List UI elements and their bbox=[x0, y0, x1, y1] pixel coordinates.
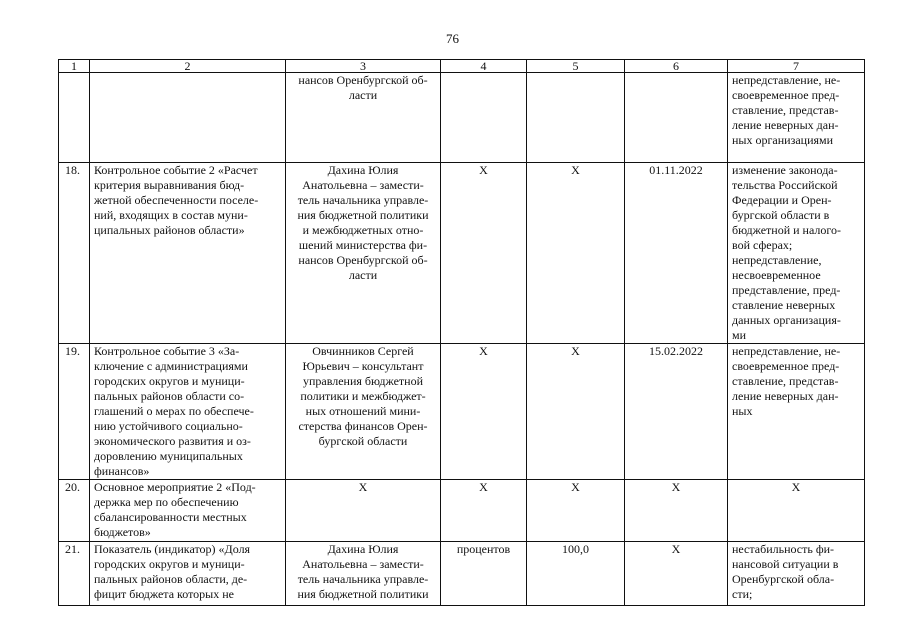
column-number-row bbox=[59, 60, 865, 73]
row-description: Показатель (индикатор) «Доля городских округов и муници- пальных районов области, де- фицит бюджета которых не bbox=[90, 542, 286, 606]
row-description bbox=[90, 73, 286, 163]
row-risks: изменение законода- тельства Российской Федерации и Орен- бургской области в бюджетной и налого- вой сферах; непредставление, несвоевременное представление, пред- ставление неверных данных организация- ми bbox=[728, 163, 865, 344]
row-risks: нестабильность фи- нансовой ситуации в Оренбургской обла- сти; bbox=[728, 542, 865, 606]
table-row bbox=[59, 163, 865, 344]
table-row bbox=[59, 480, 865, 542]
row-number: 19. bbox=[59, 344, 90, 480]
row-description: Основное мероприятие 2 «Под- держка мер по обеспечению сбалансированности местных бюджетов» bbox=[90, 480, 286, 542]
row-risks: Х bbox=[728, 480, 865, 542]
row-date: Х bbox=[625, 480, 728, 542]
row-responsible: нансов Оренбургской об- ласти bbox=[286, 73, 441, 163]
row-unit: Х bbox=[441, 163, 527, 344]
table-row bbox=[59, 344, 865, 480]
row-number: 18. bbox=[59, 163, 90, 344]
column-number: 6 bbox=[625, 60, 728, 73]
row-date: 15.02.2022 bbox=[625, 344, 728, 480]
row-value: Х bbox=[527, 480, 625, 542]
row-date: 01.11.2022 bbox=[625, 163, 728, 344]
page-number: 76 bbox=[446, 31, 459, 46]
row-value: 100,0 bbox=[527, 542, 625, 606]
row-risks: непредставление, не- своевременное пред- ставление, представ- ление неверных дан- ных организациями bbox=[728, 73, 865, 163]
row-unit: процентов bbox=[441, 542, 527, 606]
row-number: 20. bbox=[59, 480, 90, 542]
row-value: Х bbox=[527, 344, 625, 480]
row-unit: Х bbox=[441, 480, 527, 542]
row-responsible: Дахина Юлия Анатольевна – замести- тель начальника управле- ния бюджетной политики и межбюджетных отно- шений министерства фи- нансов Оренбургской об- ласти bbox=[286, 163, 441, 344]
column-number: 4 bbox=[441, 60, 527, 73]
row-unit: Х bbox=[441, 344, 527, 480]
row-date bbox=[625, 73, 728, 163]
column-number: 1 bbox=[59, 60, 90, 73]
row-value bbox=[527, 73, 625, 163]
row-description: Контрольное событие 3 «За- ключение с администрациями городских округов и муници- пальных районов области со- глашений о мерах по обеспече- нию устойчивого социально- экономического развития и оз- доровлению муниципальных финансов» bbox=[90, 344, 286, 480]
row-number: 21. bbox=[59, 542, 90, 606]
table-row bbox=[59, 542, 865, 606]
row-unit bbox=[441, 73, 527, 163]
row-date: Х bbox=[625, 542, 728, 606]
plan-table bbox=[58, 59, 865, 606]
row-description: Контрольное событие 2 «Расчет критерия выравнивания бюд- жетной обеспеченности поселе- ний, входящих в состав муни- ципальных районов области» bbox=[90, 163, 286, 344]
row-risks: непредставление, не- своевременное пред- ставление, представ- ление неверных дан- ных bbox=[728, 344, 865, 480]
row-responsible: Дахина Юлия Анатольевна – замести- тель начальника управле- ния бюджетной политики bbox=[286, 542, 441, 606]
column-number: 5 bbox=[527, 60, 625, 73]
row-value: Х bbox=[527, 163, 625, 344]
column-number: 3 bbox=[286, 60, 441, 73]
table-row bbox=[59, 73, 865, 163]
row-responsible: Овчинников Сергей Юрьевич – консультант управления бюджетной политики и межбюджет- ных отношений мини- стерства финансов Орен- бургской области bbox=[286, 344, 441, 480]
row-responsible: Х bbox=[286, 480, 441, 542]
row-number bbox=[59, 73, 90, 163]
column-number: 7 bbox=[728, 60, 865, 73]
column-number: 2 bbox=[90, 60, 286, 73]
